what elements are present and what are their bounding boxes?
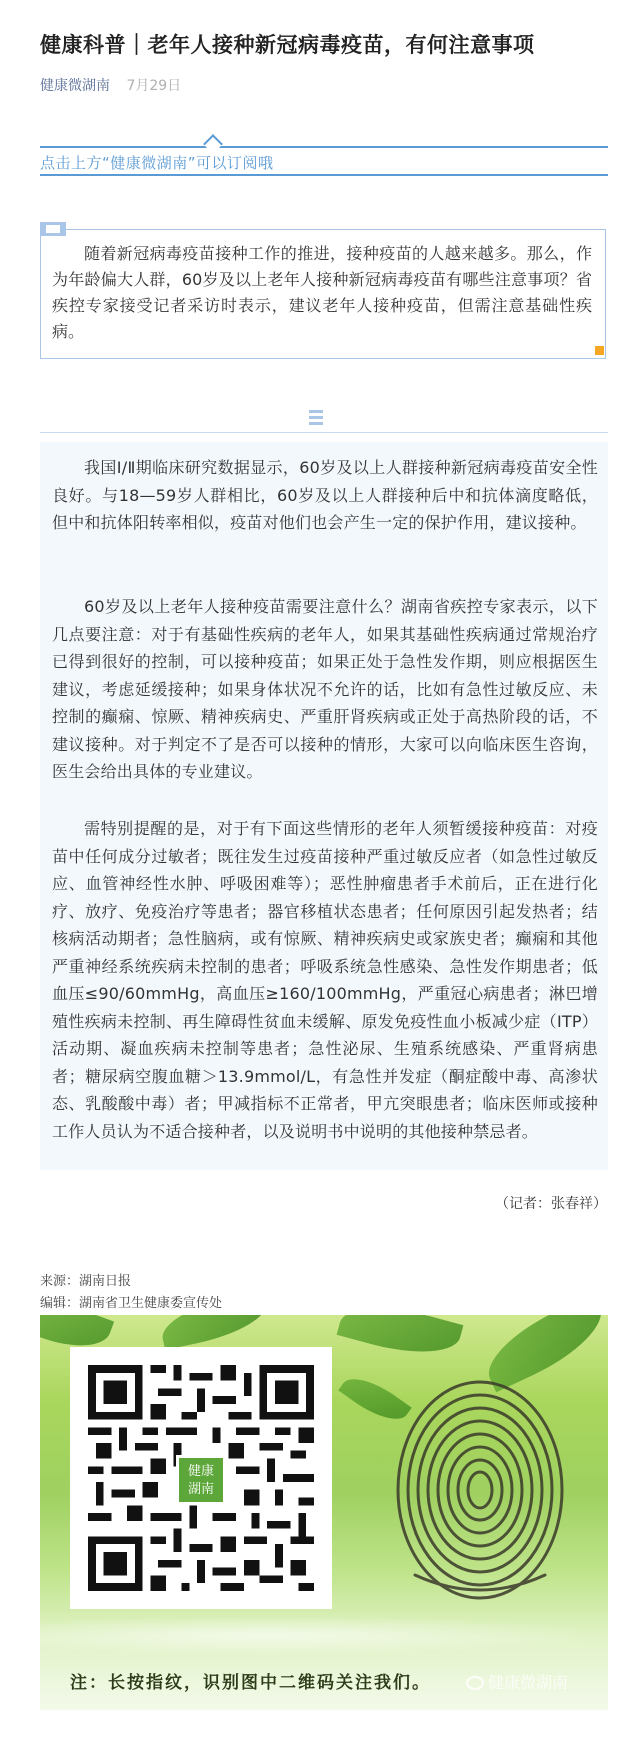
source-credit: 来源：湖南日报 [40, 1274, 132, 1289]
editor-credit: 编辑：湖南省卫生健康委宣传处 [40, 1296, 223, 1311]
follow-qr-banner[interactable] [40, 1315, 608, 1710]
subscribe-bottom-rule [40, 174, 608, 176]
watermark [466, 1670, 568, 1693]
article-meta [40, 75, 181, 95]
section-divider [40, 432, 608, 433]
subscribe-arrow-icon [203, 134, 223, 154]
account-name-link[interactable]: 健康微湖南 [40, 78, 110, 94]
subscribe-top-rule [40, 146, 608, 148]
watermark-text: 健康微湖南 [488, 1673, 569, 1692]
article-title: 健康科普｜老年人接种新冠病毒疫苗，有何注意事项 [40, 33, 535, 57]
intro-tab-inner [46, 225, 60, 233]
qr-logo-text-2: 湖南 [187, 1482, 214, 1497]
reporter-credit: （记者：张春祥） [495, 1196, 607, 1212]
intro-text: 随着新冠病毒疫苗接种工作的推进，接种疫苗的人越来越多。那么，作为年龄偏大人群，60岁及以上老年人接种新冠病毒疫苗有哪些注意事项？省疾控专家接受记者采访时表示，建议老年人接种疫苗，但需注意基础性疾病。 [52, 244, 592, 341]
wechat-watermark-icon [466, 1676, 484, 1690]
body-paragraph-3: 需特别提醒的是，对于有下面这些情形的老年人须暂缓接种疫苗：对疫苗中任何成分过敏者；既往发生过疫苗接种严重过敏反应者（如急性过敏反应、血管神经性水肿、呼吸困难等）；恶性肿瘤患者手术前后，正在进行化疗、放疗、免疫治疗等患者；器官移植状态患者；任何原因引起发热者；结核病活动期者；急性脑病，或有惊厥、精神疾病史或家族史者；癫痫和其他严重神经系统疾病未控制的患者；呼吸系统急性感染、急性发作期患者；低血压≤90/60mmHg，高血压≥160/100mmHg，严重冠心病患者；淋巴增殖性疾病未控制、再生障碍性贫血未缓解、原发免疫性血小板减少症（ITP）活动期、凝血疾病未控制等患者；急性泌尿、生殖系统感染、严重肾病患者；糖尿病空腹血糖＞13.9mmol/L，有急性并发症（酮症酸中毒、高渗状态、乳酸酸中毒）者；甲减指标不正常者，甲亢突眼患者；临床医师或接种工作人员认为不适合接种者，以及说明书中说明的其他接种禁忌者。 [52, 819, 598, 1141]
qr-code-card[interactable] [70, 1347, 332, 1609]
long-press-note: 注：长按指纹，识别图中二维码关注我们。 [70, 1673, 431, 1693]
body-paragraph-2: 60岁及以上老年人接种疫苗需要注意什么？湖南省疾控专家表示，以下几点要注意：对于有基础性疾病的老年人，如果其基础性疾病通过常规治疗已得到很好的控制，可以接种疫苗；如果正处于急性发作期，则应根据医生建议，考虑延缓接种；如果身体状况不允许的话，比如有急性过敏反应、未控制的癫痫、惊厥、精神疾病史、严重肝肾疾病或正处于高热阶段的话，不建议接种。对于判定不了是否可以接种的情形，大家可以向临床医生咨询，医生会给出具体的专业建议。 [52, 597, 598, 781]
subscribe-hint[interactable]: 点击上方“健康微湖南”可以订阅哦 [40, 154, 274, 172]
divider-ornament-icon [309, 410, 323, 434]
body-paragraph-1: 我国Ⅰ/Ⅱ期临床研究数据显示，60岁及以上人群接种新冠病毒疫苗安全性良好。与18—59岁人群相比，60岁及以上人群接种后中和抗体滴度略低，但中和抗体阳转率相似，疫苗对他们也会产生一定的保护作用，建议接种。 [52, 458, 598, 532]
qr-logo-badge [176, 1455, 226, 1505]
water-ripple-decoration [40, 1615, 608, 1655]
fingerprint-icon[interactable] [385, 1355, 575, 1615]
qr-logo-text-1: 健康 [187, 1464, 214, 1479]
publish-date: 7月29日 [126, 78, 182, 94]
leaf-decoration [157, 1315, 272, 1350]
intro-corner-decoration [595, 346, 604, 355]
